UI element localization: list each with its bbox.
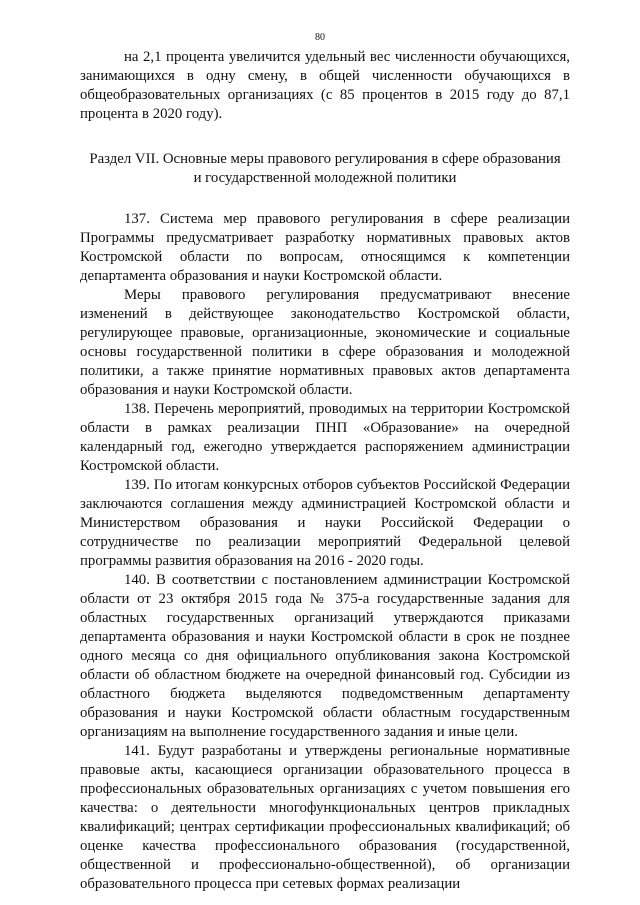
paragraph-139: 139. По итогам конкурсных отборов субъектов Российской Федерации заключаются соглашения между администрацией Костромской области и Министерством образования и науки Российской Федерации о сотрудничестве по реализации мероприятий Федеральной целевой программы развития образования на 2016 - 2020 годы. [80,477,570,569]
page-number: 80 [315,32,325,43]
paragraph-141: 141. Будут разработаны и утверждены региональные нормативные правовые акты, касающиеся организации образовательного процесса в профессиональных образовательных организациях с учетом повышения его качества: о деятельности многофункциональных центров прикладных квалификаций; центрах сертификации профессиональных квалификаций; об оценке качества профессионального образования (государственной, общественной и профессионально-общественной), об организации образовательного процесса при сетевых формах реализации [80,743,570,892]
intro-paragraph: на 2,1 процента увеличится удельный вес численности обучающихся, занимающихся в одну смену, в общей численности обучающихся в общеобразовательных организациях (с 85 процентов в 2015 году до 87,1 процента в 2020 году). [80,49,570,122]
section-heading-line-2: и государственной молодежной политики [193,170,457,186]
section-heading [80,150,570,188]
paragraph-137: 137. Система мер правового регулирования в сфере реализации Программы предусматривает разработку нормативных правовых актов Костромской области по вопросам, относящимся к компетенции департамента образования и науки Костромской области. [80,211,570,284]
paragraph-measures: Меры правового регулирования предусматривают внесение изменений в действующее законодательство Костромской области, регулирующее правовые, организационные, экономические и социальные основы государственной политики в сфере образования и молодежной политики, а также принятие нормативных правовых актов департамента образования и науки Костромской области. [80,287,570,398]
intro-block [80,48,570,124]
section-heading-line-1: Раздел VII. Основные меры правового регулирования в сфере образования [89,151,561,167]
paragraph-140: 140. В соответствии с постановлением администрации Костромской области от 23 октября 2015 года № 375-а государственные задания для областных государственных организаций утверждаются приказами департамента образования и науки Костромской области в срок не позднее одного месяца со дня официального опубликования закона Костромской области об областном бюджете на очередной финансовый год. Субсидии из областного бюджета выделяются подведомственным департаменту образования и науки Костромской области областным государственным организациям на выполнение государственного задания и иные цели. [80,572,570,740]
paragraph-138: 138. Перечень мероприятий, проводимых на территории Костромской области в рамках реализации ПНП «Образование» на очередной календарный год, ежегодно утверждается распоряжением администрации Костромской области. [80,401,570,474]
body-block [80,210,570,894]
